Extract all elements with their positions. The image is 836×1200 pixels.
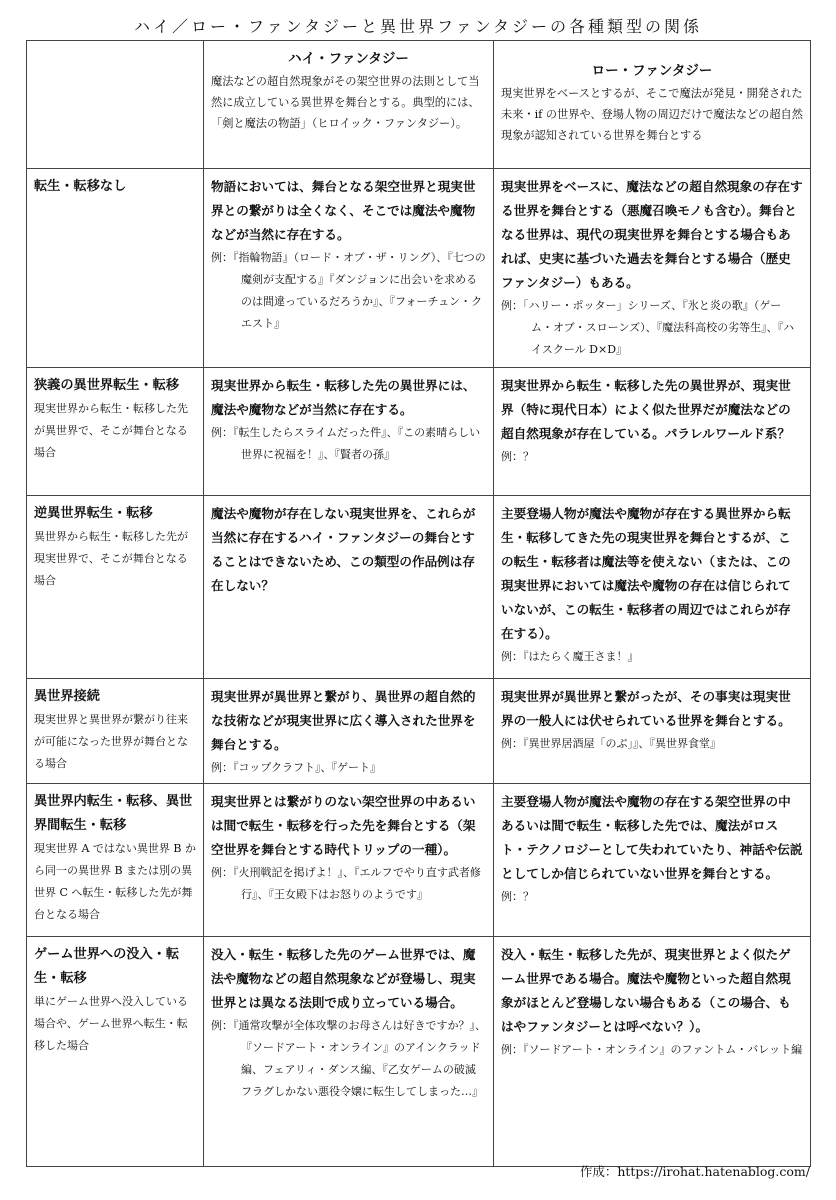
credit-line: 作成：https://irohat.hatenablog.com/ — [579, 1164, 810, 1179]
low-main-text: 現実世界が異世界と繋がったが、その事実は現実世界の一般人には伏せられている世界を舞台とする。 — [501, 689, 791, 728]
table-row — [27, 368, 811, 496]
low-examples: 例：？ — [501, 450, 534, 463]
row-title: 異世界接続 — [34, 689, 100, 704]
classification-table — [26, 40, 811, 1167]
high-main-text: 現実世界とは繋がりのない架空世界の中あるいは間で転生・転移を行った先を舞台とする（架空世界を舞台とする時代トリップの一種）。 — [211, 794, 476, 857]
row-head — [27, 368, 204, 496]
high-main-text: 没入・転生・転移した先のゲーム世界では、魔法や魔物などの超自然現象などが登場し、現実世界とは異なる法則で成り立っている場合。 — [211, 947, 476, 1010]
low-cell — [494, 169, 811, 368]
table-row — [27, 937, 811, 1167]
high-main-text: 物語においては、舞台となる架空世界と現実世界との繋がりは全くなく、そこでは魔法や魔物などが当然に存在する。 — [211, 179, 476, 242]
high-examples: 例：『指輪物語』（ロード・オブ・ザ・リング）、『七つの魔剣が支配する』『ダンジョンに出会いを求めるのは間違っているだろうか』、『フォーチュン・クエスト』 — [211, 251, 486, 330]
high-cell — [204, 679, 494, 784]
row-desc: 現実世界から転生・転移した先が異世界で、そこが舞台となる場合 — [34, 402, 188, 459]
header-high-desc: 魔法などの超自然現象がその架空世界の法則として当然に成立している異世界を舞台とする。典型的には、「剣と魔法の物語」（ヒロイック・ファンタジー）。 — [211, 75, 480, 130]
high-examples: 例：『火刑戦記を掲げよ！』、『エルフでやり直す武者修行』、『王女殿下はお怒りのようです』 — [211, 866, 481, 901]
low-main-text: 現実世界をベースに、魔法などの超自然現象の存在する世界を舞台とする（悪魔召喚モノも含む）。舞台となる世界は、現代の現実世界を舞台とする場合もあれば、史実に基づいた過去を舞台とする場合（歴史ファンタジー）もある。 — [501, 179, 803, 290]
row-title: 異世界内転生・転移、異世界間転生・転移 — [34, 794, 193, 833]
row-head — [27, 937, 204, 1167]
row-desc: 現実世界と異世界が繋がり往来が可能になった世界が舞台となる場合 — [34, 713, 188, 770]
corner-cell — [27, 41, 204, 169]
low-main-text: 主要登場人物が魔法や魔物が存在する異世界から転生・転移してきた先の現実世界を舞台とするが、この転生・転移者は魔法等を使えない（または、この現実世界においては魔法や魔物の存在は信じられていないが、この転生・転移者の周辺ではこれらが存在する）。 — [501, 506, 791, 641]
page-title: ハイ／ロー・ファンタジーと異世界ファンタジーの各種類型の関係 — [133, 17, 703, 36]
high-examples: 例：『転生したらスライムだった件』、『この素晴らしい世界に祝福を！』、『賢者の孫』 — [211, 426, 481, 461]
high-cell — [204, 368, 494, 496]
high-examples: 例：『通常攻撃が全体攻撃のお母さんは好きですか？』、『ソードアート・オンライン』のアインクラッド編、フェアリィ・ダンス編、『乙女ゲームの破滅フラグしかない悪役令嬢に転生してしまった…』 — [211, 1019, 486, 1098]
row-title: 転生・転移なし — [34, 179, 127, 194]
row-title: 逆異世界転生・転移 — [34, 506, 153, 521]
low-cell — [494, 368, 811, 496]
low-examples: 例：「ハリー・ポッター」シリーズ、『氷と炎の歌』（ゲーム・オブ・スローンズ）、『魔法科高校の劣等生』、『ハイスクール D×D』 — [501, 299, 795, 356]
header-row — [27, 41, 811, 169]
high-main-text: 現実世界が異世界と繋がり、異世界の超自然的な技術などが現実世界に広く導入された世界を舞台とする。 — [211, 689, 476, 752]
table-row — [27, 679, 811, 784]
low-main-text: 主要登場人物が魔法や魔物の存在する架空世界の中あるいは間で転生・転移した先では、魔法がロスト・テクノロジーとして失われていたり、神話や伝説としてしか信じられていない世界を舞台とする。 — [501, 794, 803, 881]
row-desc: 異世界から転生・転移した先が現実世界で、そこが舞台となる場合 — [34, 530, 188, 587]
header-high-fantasy — [204, 41, 494, 169]
header-low-title: ロー・ファンタジー — [591, 63, 713, 79]
low-cell — [494, 496, 811, 679]
low-cell — [494, 679, 811, 784]
low-examples: 例：『ソードアート・オンライン』のファントム・バレット編 — [501, 1043, 803, 1056]
row-desc: 現実世界 A ではない異世界 B から同一の異世界 B または別の異世界 C へ転生・転移した先が舞台となる場合 — [34, 842, 197, 921]
row-head — [27, 679, 204, 784]
header-low-desc: 現実世界をベースとするが、そこで魔法が発見・開発された未来・if の世界や、登場人物の周辺だけで魔法などの超自然現象が認知されている世界を舞台とする — [501, 87, 803, 142]
high-cell — [204, 937, 494, 1167]
high-main-text: 魔法や魔物が存在しない現実世界を、これらが当然に存在するハイ・ファンタジーの舞台とすることはできないため、この類型の作品例は存在しない？ — [211, 506, 476, 593]
row-title: ゲーム世界への没入・転生・転移 — [34, 947, 180, 986]
high-cell — [204, 496, 494, 679]
row-head — [27, 169, 204, 368]
row-head — [27, 496, 204, 679]
row-title: 狭義の異世界転生・転移 — [34, 378, 180, 393]
row-head — [27, 784, 204, 937]
header-high-title: ハイ・ファンタジー — [288, 51, 409, 67]
high-cell — [204, 169, 494, 368]
high-examples: 例：『コップクラフト』、『ゲート』 — [211, 761, 381, 774]
low-main-text: 没入・転生・転移した先が、現実世界とよく似たゲーム世界である場合。魔法や魔物といった超自然現象がほとんど登場しない場合もある（この場合、もはやファンタジーとは呼べない？）。 — [501, 947, 791, 1034]
low-examples: 例：？ — [501, 890, 534, 903]
low-examples: 例：『はたらく魔王さま！』 — [501, 650, 639, 663]
low-main-text: 現実世界から転生・転移した先の異世界が、現実世界（特に現代日本）によく似た世界だが魔法などの超自然現象が存在している。パラレルワールド系？ — [501, 378, 791, 441]
table-row — [27, 169, 811, 368]
low-cell — [494, 784, 811, 937]
low-cell — [494, 937, 811, 1167]
high-cell — [204, 784, 494, 937]
low-examples: 例：『異世界居酒屋「のぶ」』、『異世界食堂』 — [501, 737, 721, 750]
table-row — [27, 784, 811, 937]
header-low-fantasy — [494, 41, 811, 169]
table-row — [27, 496, 811, 679]
row-desc: 単にゲーム世界へ没入している場合や、ゲーム世界へ転生・転移した場合 — [34, 995, 188, 1052]
high-main-text: 現実世界から転生・転移した先の異世界には、魔法や魔物などが当然に存在する。 — [211, 378, 476, 417]
